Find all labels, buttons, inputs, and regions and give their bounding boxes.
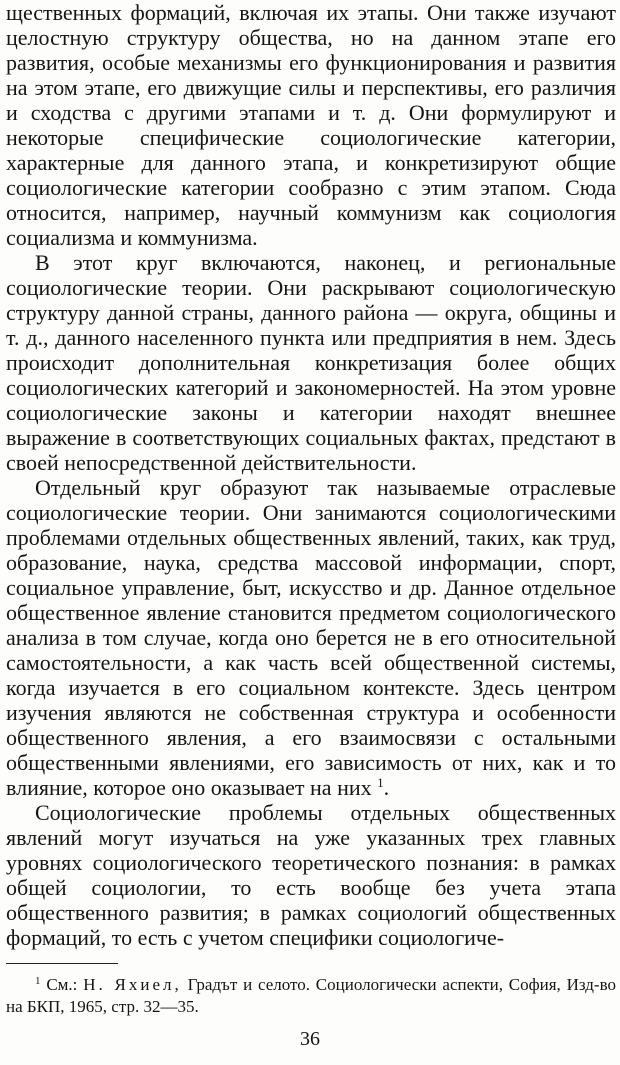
footnote-prefix: См.: [46,975,78,994]
page-number: 36 [300,1028,320,1050]
footnote-divider [6,963,118,964]
paragraph-4: Социологические проблемы отдельных общественных явлений могут изучаться на уже указанных трех главных уровнях социологического теоретического познания: в рамках общей социологии, то есть вообще без учета этапа общественного развития; в рамках социологий общественных формаций, то есть с учетом специфики социологиче- [6,800,616,950]
footnote-author: Н. Яхиел, [83,975,182,994]
footnote-reference[interactable]: 1 [377,775,384,790]
footnote-citation: Градът и селото. Социологически аспекти, София, Изд-во на БКП, 1965, стр. 32—35. [6,975,616,1016]
main-text [6,0,616,950]
paragraph-2: В этот круг включаются, наконец, и региональные социологические теории. Они раскрывают социологическую структуру данной страны, данного района — округа, общины и т. д., данного населенного пункта или предприятия в нем. Здесь происходит дополнительная конкретизация более общих социологических категорий и закономерностей. На этом уровне социологические законы и категории находят внешнее выражение в соответствующих социальных фактах, предстают в своей непосредственной действительности. [6,250,616,475]
footnote-text [6,974,616,1018]
paragraph-1: щественных формаций, включая их этапы. Они также изучают целостную структуру общества, но на данном этапе его развития, особые механизмы его функционирования и развития на этом этапе, его движущие силы и перспективы, его различия и сходства с другими этапами и т. д. Они формулируют и некоторые специфические социологические категории, характерные для данного этапа, и конкретизируют общие социологические категории сообразно с этим этапом. Сюда относится, например, научный коммунизм как социология социализма и коммунизма. [6,0,616,250]
paragraph-3: Отдельный круг образуют так называемые отраслевые социологические теории. Они занимаются социологическими проблемами отдельных общественных явлений, таких, как труд, образование, наука, средства массовой информации, спорт, социальное управление, быт, искусство и др. Данное отдельное общественное явление становится предметом социологического анализа в том случае, когда оно берется не в его относительной самостоятельности, а как часть всей общественной системы, когда изучается в его социальном контексте. Здесь центром изучения являются не собственная структура и особенности общественного явления, а его взаимосвязи с остальными общественными явлениями, его зависимость от них, как и то влияние, которое оно оказывает на них $^1$. [6,475,616,800]
footnote-number: 1 [35,975,41,987]
paragraph-3-text: Отдельный круг образуют так называемые отраслевые социологические теории. Они занимаются социологическими проблемами отдельных общественных явлений, таких, как труд, образование, наука, средства массовой информации, спорт, социальное управление, быт, искусство и др. Данное отдельное общественное явление становится предметом социологического анализа в том случае, когда оно берется не в его относительной самостоятельности, а как часть всей общественной системы, когда изучается в его социальном контексте. Здесь центром изучения являются не собственная структура и особенности общественного явления, а его взаимосвязи с остальными общественными явлениями, его зависимость от них, как и то влияние, которое оно оказывает на них [6,475,616,800]
footnote [6,974,616,1018]
